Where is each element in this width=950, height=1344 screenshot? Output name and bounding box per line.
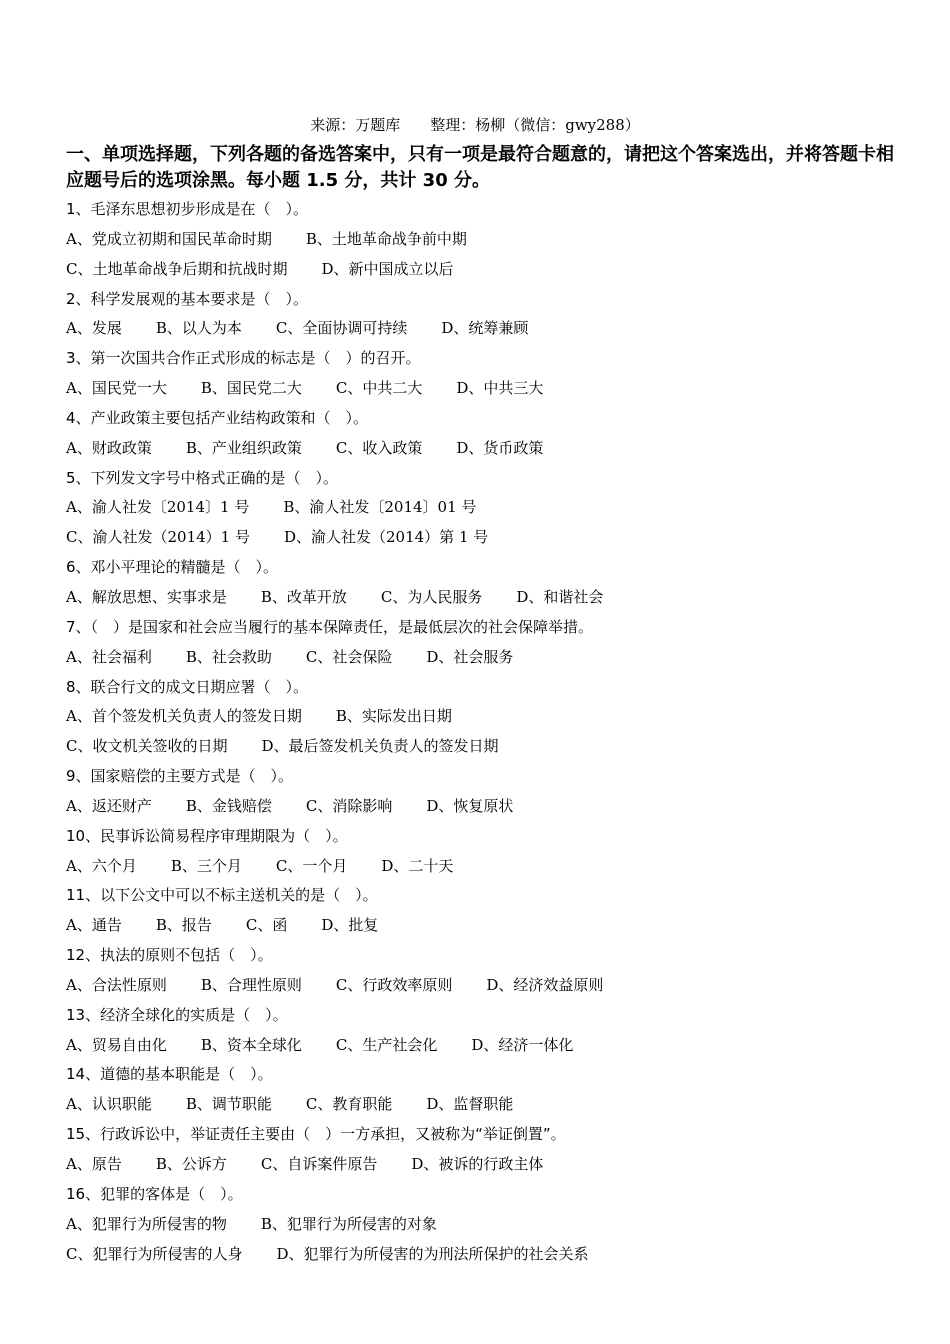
answer-option: D、二十天 [381, 856, 454, 875]
answer-option: A、认识职能 [66, 1095, 152, 1114]
option-row [66, 525, 906, 555]
question-stem: 15、行政诉讼中，举证责任主要由（ ）一方承担，又被称为“举证倒置”。 [66, 1125, 566, 1144]
question-stem: 6、邓小平理论的精髓是（ ）。 [66, 558, 279, 577]
answer-option: C、为人民服务 [380, 587, 483, 606]
section-title: 一、单项选择题，下列各题的备选答案中，只有一项是最符合题意的，请把这个答案选出，并将答题卡相应题号后的选项涂黑。每小题 1.5 分，共计 30 分。 [66, 144, 894, 191]
source-line: 来源：万题库 整理：杨柳（微信：gwy288） [310, 116, 640, 134]
answer-option: A、首个签发机关负责人的签发日期 [66, 707, 302, 726]
answer-option: B、实际发出日期 [335, 707, 452, 726]
option-row [66, 1092, 906, 1122]
option-row [66, 794, 906, 824]
option-row [66, 436, 906, 466]
answer-option: B、公诉方 [155, 1155, 227, 1173]
answer-option: C、函 [245, 916, 288, 935]
answer-option: D、社会服务 [426, 647, 514, 666]
question-stem: 14、道德的基本职能是（ ）。 [66, 1065, 273, 1084]
answer-option: A、社会福利 [66, 647, 152, 666]
answer-option: B、三个月 [170, 856, 242, 875]
answer-option: A、党成立初期和国民革命时期 [66, 229, 272, 248]
question-stem: 1、毛泽东思想初步形成是在（ ）。 [66, 200, 309, 218]
option-row [66, 585, 906, 615]
question-stem: 10、民事诉讼简易程序审理期限为（ ）。 [66, 826, 348, 845]
answer-option: D、恢复原状 [426, 796, 514, 815]
answer-option: C、中共二大 [335, 379, 423, 398]
question-stem: 13、经济全球化的实质是（ ）。 [66, 1005, 288, 1024]
answer-option: A、六个月 [66, 856, 137, 875]
option-row [66, 1152, 906, 1182]
answer-option: A、发展 [66, 319, 122, 338]
answer-option: D、新中国成立以后 [321, 259, 454, 278]
answer-option: A、通告 [66, 916, 122, 935]
option-row [66, 257, 906, 287]
answer-option: C、生产社会化 [335, 1035, 438, 1054]
answer-option: B、社会救助 [185, 647, 272, 666]
answer-option: B、渝人社发〔2014〕01 号 [283, 498, 477, 517]
answer-option: C、全面协调可持续 [275, 319, 408, 338]
answer-option: B、国民党二大 [200, 379, 302, 398]
answer-option: C、行政效率原则 [335, 975, 453, 994]
answer-option: B、调节职能 [185, 1095, 272, 1114]
option-row [66, 704, 906, 734]
answer-option: C、犯罪行为所侵害的人身 [66, 1244, 243, 1263]
answer-option: A、犯罪行为所侵害的物 [66, 1214, 227, 1233]
answer-option: A、解放思想、实事求是 [66, 587, 227, 606]
answer-option: C、社会保险 [305, 647, 393, 666]
option-row [66, 973, 906, 1003]
option-row [66, 1242, 906, 1272]
answer-option: B、土地革命战争前中期 [305, 229, 467, 248]
answer-option: C、消除影响 [305, 796, 393, 815]
answer-option: C、一个月 [275, 856, 348, 875]
answer-option: B、资本全球化 [200, 1035, 302, 1054]
question-stem: 3、第一次国共合作正式形成的标志是（ ）的召开。 [66, 349, 421, 368]
answer-option: D、最后签发机关负责人的签发日期 [261, 737, 499, 756]
answer-option: A、返还财产 [66, 796, 152, 815]
question-stem: 16、犯罪的客体是（ ）。 [66, 1184, 243, 1203]
option-row [66, 316, 906, 346]
answer-option: B、犯罪行为所侵害的对象 [260, 1214, 437, 1233]
question-stem: 4、产业政策主要包括产业结构政策和（ ）。 [66, 408, 369, 427]
question-stem: 11、以下公文中可以不标主送机关的是（ ）。 [66, 886, 378, 905]
answer-option: D、犯罪行为所侵害的为刑法所保护的社会关系 [276, 1244, 589, 1263]
answer-option: C、渝人社发（2014）1 号 [66, 528, 250, 547]
answer-option: B、报告 [155, 916, 212, 935]
answer-option: B、产业组织政策 [185, 438, 302, 457]
answer-option: C、自诉案件原告 [260, 1155, 378, 1173]
answer-option: B、金钱赔偿 [185, 796, 272, 815]
option-row [66, 854, 906, 884]
question-stem: 7、（ ）是国家和社会应当履行的基本保障责任，是最低层次的社会保障举措。 [66, 617, 594, 636]
answer-option: D、监督职能 [426, 1095, 514, 1114]
answer-option: A、原告 [66, 1155, 122, 1173]
question-stem: 12、执法的原则不包括（ ）。 [66, 946, 273, 965]
option-row [66, 645, 906, 675]
answer-option: B、合理性原则 [200, 975, 302, 994]
answer-option: A、合法性原则 [66, 975, 167, 994]
option-row [66, 376, 906, 406]
answer-option: A、贸易自由化 [66, 1035, 167, 1054]
answer-option: D、经济效益原则 [486, 975, 604, 994]
question-stem: 5、下列发文字号中格式正确的是（ ）。 [66, 468, 339, 487]
question-stem: 8、联合行文的成文日期应署（ ）。 [66, 677, 309, 696]
answer-option: D、中共三大 [456, 379, 544, 398]
option-row [66, 734, 906, 764]
question-stem: 9、国家赔偿的主要方式是（ ）。 [66, 767, 294, 786]
answer-option: D、经济一体化 [471, 1035, 574, 1054]
option-row [66, 1033, 906, 1063]
answer-option: A、渝人社发〔2014〕1 号 [66, 498, 250, 517]
option-row [66, 495, 906, 525]
option-row [66, 227, 906, 257]
answer-option: B、以人为本 [155, 319, 242, 338]
answer-option: A、财政政策 [66, 438, 152, 457]
option-row [66, 913, 906, 943]
answer-option: D、渝人社发（2014）第 1 号 [283, 528, 489, 547]
answer-option: D、货币政策 [456, 438, 544, 457]
question-stem: 2、科学发展观的基本要求是（ ）。 [66, 289, 309, 308]
answer-option: D、统筹兼顾 [441, 319, 529, 338]
answer-option: D、被诉的行政主体 [411, 1155, 544, 1173]
answer-option: D、和谐社会 [516, 587, 604, 606]
answer-option: C、收文机关签收的日期 [66, 737, 228, 756]
question-list [66, 197, 906, 1271]
answer-option: C、土地革命战争后期和抗战时期 [66, 259, 288, 278]
option-row [66, 1212, 906, 1242]
answer-option: B、改革开放 [260, 587, 347, 606]
answer-option: D、批复 [321, 916, 379, 935]
answer-option: C、教育职能 [305, 1095, 393, 1114]
answer-option: A、国民党一大 [66, 379, 167, 398]
answer-option: C、收入政策 [335, 438, 423, 457]
